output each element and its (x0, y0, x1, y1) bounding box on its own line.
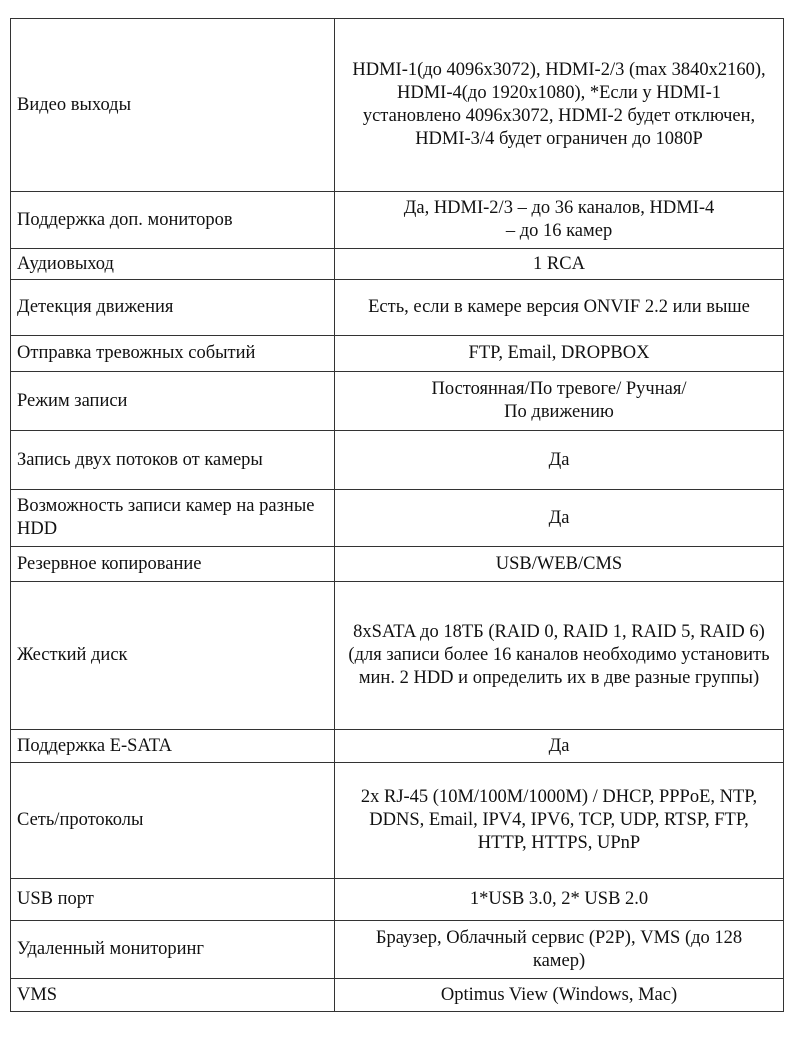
spec-value: HDMI-1(до 4096x3072), HDMI-2/3 (max 3840x2160), HDMI-4(до 1920x1080), *Если у HDMI-1 установлено 4096x3072, HDMI-2 будет отключен, HDMI-3/4 будет ограничен до 1080P (335, 19, 784, 192)
spec-label: Поддержка доп. мониторов (11, 192, 335, 249)
spec-value: 2x RJ-45 (10M/100M/1000M) / DHCP, PPPoE, NTP, DDNS, Email, IPV4, IPV6, TCP, UDP, RTSP, FTP, HTTP, HTTPS, UPnP (335, 763, 784, 879)
spec-table (10, 18, 784, 1012)
spec-label: Режим записи (11, 372, 335, 431)
table-row (11, 730, 784, 763)
table-row (11, 372, 784, 431)
table-row (11, 582, 784, 730)
spec-label: USB порт (11, 879, 335, 921)
spec-label: Возможность записи камер на разные HDD (11, 490, 335, 547)
table-row (11, 249, 784, 280)
table-row (11, 336, 784, 372)
spec-label: Запись двух потоков от камеры (11, 431, 335, 490)
spec-label: Отправка тревожных событий (11, 336, 335, 372)
table-row (11, 19, 784, 192)
table-row (11, 490, 784, 547)
spec-value: 1*USB 3.0, 2* USB 2.0 (335, 879, 784, 921)
spec-value: Да (335, 490, 784, 547)
spec-label: Резервное копирование (11, 547, 335, 582)
table-row (11, 192, 784, 249)
table-row (11, 547, 784, 582)
spec-label: Удаленный мониторинг (11, 921, 335, 979)
spec-label: Сеть/протоколы (11, 763, 335, 879)
spec-label: Жесткий диск (11, 582, 335, 730)
spec-value: 8xSATA до 18ТБ (RAID 0, RAID 1, RAID 5, RAID 6) (для записи более 16 каналов необходимо установить мин. 2 HDD и определить их в две разные группы) (335, 582, 784, 730)
spec-value: Да, HDMI-2/3 – до 36 каналов, HDMI-4 – до 16 камер (335, 192, 784, 249)
spec-value: Optimus View (Windows, Mac) (335, 979, 784, 1012)
table-row (11, 979, 784, 1012)
spec-value: 1 RCA (335, 249, 784, 280)
spec-value: FTP, Email, DROPBOX (335, 336, 784, 372)
table-row (11, 921, 784, 979)
spec-label: Видео выходы (11, 19, 335, 192)
table-row (11, 280, 784, 336)
spec-value: Браузер, Облачный сервис (P2P), VMS (до 128 камер) (335, 921, 784, 979)
spec-value: Да (335, 730, 784, 763)
spec-value: Есть, если в камере версия ONVIF 2.2 или выше (335, 280, 784, 336)
table-row (11, 763, 784, 879)
spec-label: Детекция движения (11, 280, 335, 336)
spec-label: Аудиовыход (11, 249, 335, 280)
spec-value: Постоянная/По тревоге/ Ручная/По движению (335, 372, 784, 431)
spec-label: VMS (11, 979, 335, 1012)
spec-label: Поддержка E-SATA (11, 730, 335, 763)
spec-value: Да (335, 431, 784, 490)
table-row (11, 879, 784, 921)
spec-value: USB/WEB/CMS (335, 547, 784, 582)
table-row (11, 431, 784, 490)
